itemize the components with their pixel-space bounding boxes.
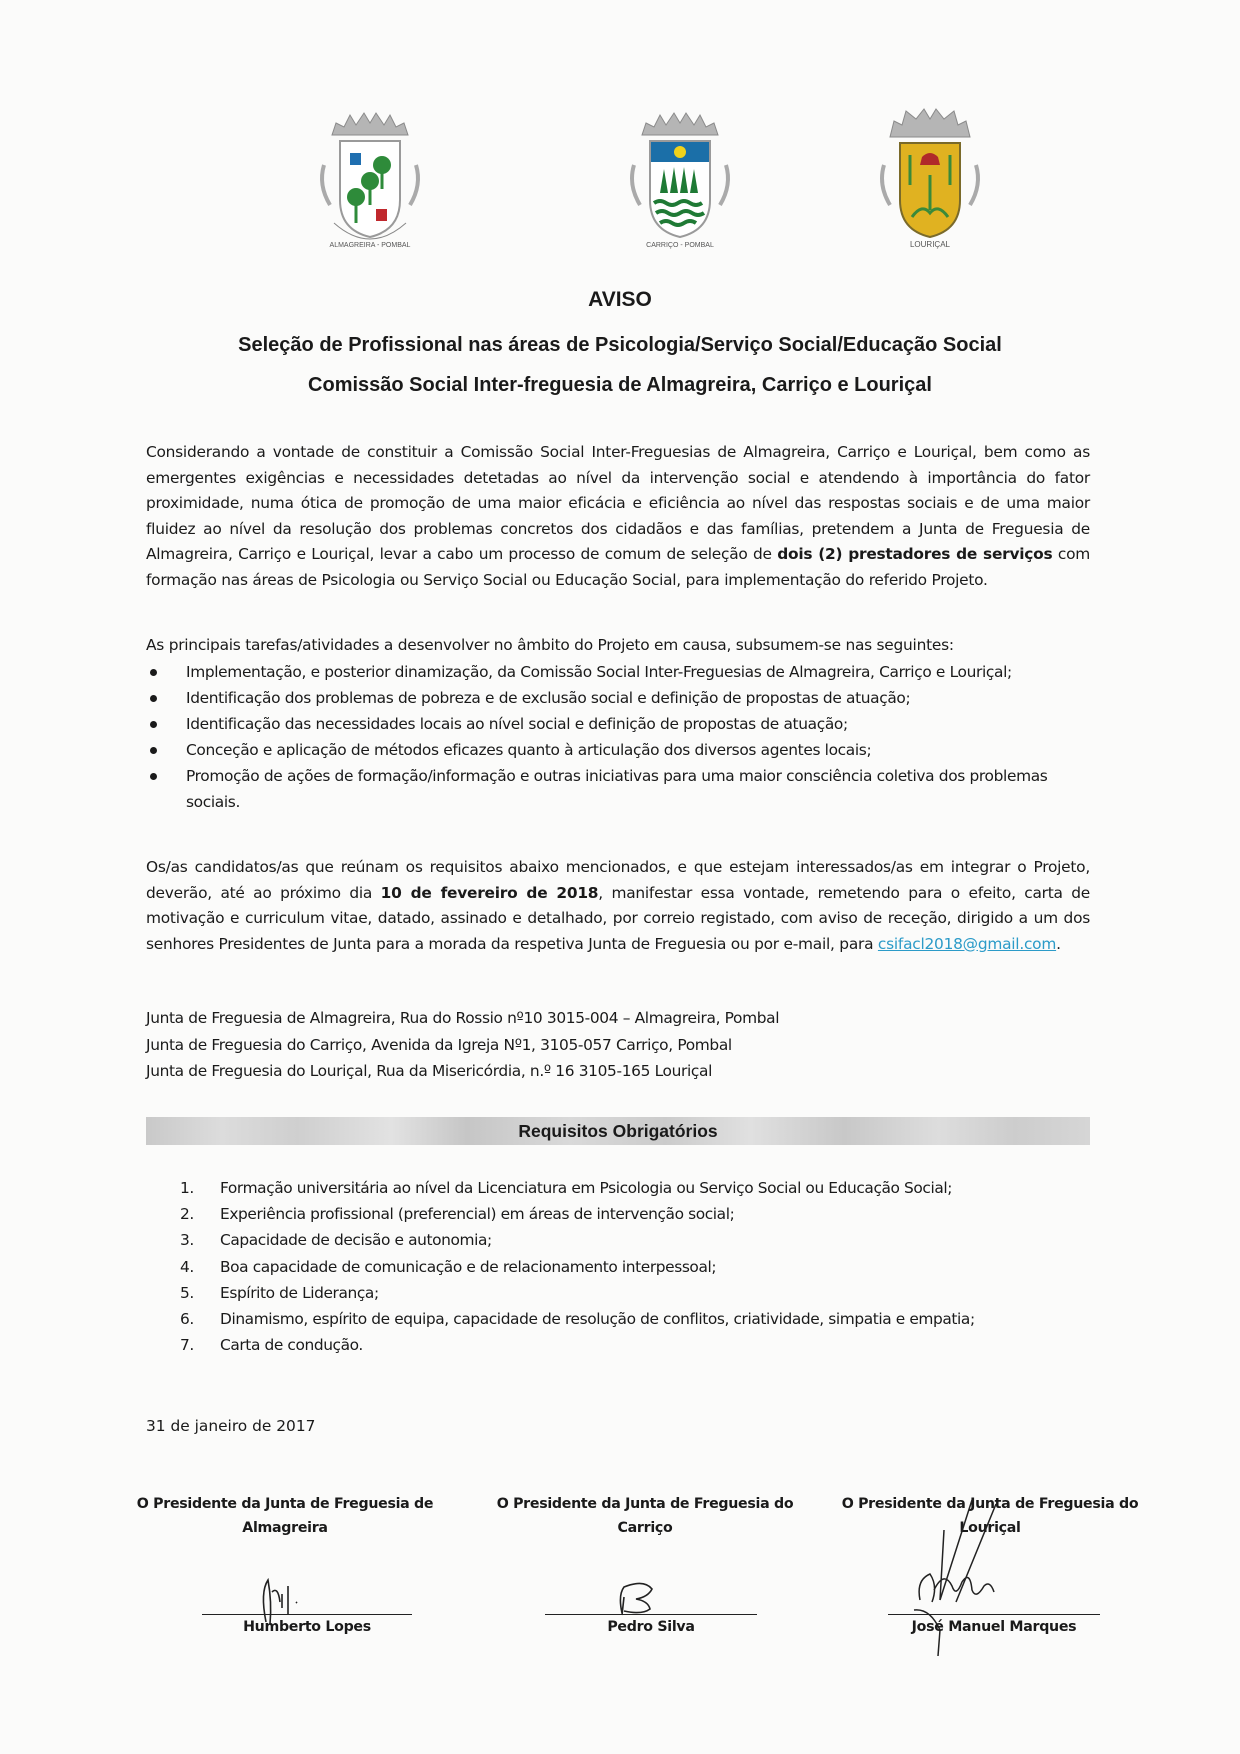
application-text-cont: , manifestar essa vontade, remetendo para o efeito, carta de motivação e curriculum vitae, datado, assinado e detalhado, por correio registado, com aviso de receção, dirigido a um dos senhores Presidentes de Junta para a morada da respetiva Junta de Freguesia ou por e-mail, para (146, 883, 1090, 953)
bullet-icon (150, 669, 157, 676)
signatory-name: José Manuel Marques (911, 1619, 1077, 1635)
bullet-icon (150, 721, 157, 728)
list-item (146, 659, 1090, 685)
item-number: 2. (180, 1205, 194, 1224)
intro-paragraph (146, 440, 1090, 593)
carrico-coat-of-arms (620, 105, 740, 255)
signatory-name: Humberto Lopes (243, 1619, 371, 1635)
list-item (146, 685, 1090, 711)
crests-header (0, 105, 1240, 255)
signature-scribble-pedro (608, 1575, 668, 1619)
signatory-title-line: O Presidente da Junta de Freguesia do (496, 1496, 794, 1512)
svg-text:ALMAGREIRA - POMBAL: ALMAGREIRA - POMBAL (329, 242, 411, 249)
svg-text:LOURIÇAL: LOURIÇAL (909, 240, 951, 249)
notice-subtitle: Seleção de Profissional nas áreas de Psicologia/Serviço Social/Educação Social (238, 334, 1002, 356)
requirements-title: Requisitos Obrigatórios (518, 1121, 718, 1141)
list-item (180, 1306, 975, 1332)
item-number: 6. (180, 1310, 194, 1329)
svg-text:CARRIÇO - POMBAL: CARRIÇO - POMBAL (646, 242, 714, 249)
address-lourical: Junta de Freguesia do Louriçal, Rua da Misericórdia, n.º 16 3105-165 Louriçal (146, 1062, 713, 1080)
requirement-text: Experiência profissional (preferencial) em áreas de intervenção social; (220, 1205, 735, 1224)
task-text: Implementação, e posterior dinamização, da Comissão Social Inter-Freguesias de Almagreira, Carriço e Louriçal; (186, 663, 1012, 681)
item-number: 7. (180, 1336, 194, 1355)
address-almagreira: Junta de Freguesia de Almagreira, Rua do Rossio nº10 3015-004 – Almagreira, Pombal (146, 1009, 780, 1027)
tasks-list (146, 659, 1090, 815)
list-item (146, 711, 1090, 737)
document-date: 31 de janeiro de 2017 (146, 1417, 316, 1435)
application-period: . (1056, 934, 1061, 953)
requirement-text: Boa capacidade de comunicação e de relacionamento interpessoal; (220, 1257, 717, 1276)
requirements-list (180, 1175, 975, 1358)
lourical-coat-of-arms (870, 105, 990, 255)
requirement-text: Espírito de Liderança; (220, 1283, 379, 1302)
item-number: 5. (180, 1283, 194, 1302)
tasks-lead: As principais tarefas/atividades a desenvolver no âmbito do Projeto em causa, subsumem-se nas seguintes: (146, 636, 954, 654)
signatory-title-carrico (485, 1492, 805, 1540)
list-item (180, 1332, 975, 1358)
notice-title: AVISO (588, 288, 652, 311)
task-text: Identificação dos problemas de pobreza e de exclusão social e definição de propostas de atuação; (186, 689, 911, 707)
email-link[interactable]: csifacl2018@gmail.com (877, 934, 1057, 953)
application-paragraph (146, 855, 1090, 957)
address-carrico: Junta de Freguesia do Carriço, Avenida da Igreja Nº1, 3105-057 Carriço, Pombal (146, 1035, 732, 1054)
signatory-parish: Louriçal (959, 1520, 1021, 1536)
list-item (180, 1254, 975, 1280)
intro-text-end: com formação nas áreas de Psicologia ou Serviço Social ou Educação Social, para implementação do referido Projeto. (146, 545, 1091, 589)
requirement-text: Formação universitária ao nível da Licenciatura em Psicologia ou Serviço Social ou Educação Social; (220, 1179, 953, 1197)
list-item (180, 1227, 975, 1253)
signatory-parish: Almagreira (242, 1520, 328, 1536)
list-item (146, 763, 1090, 815)
deadline-date: 10 de fevereiro de 2018 (380, 883, 599, 902)
item-number: 3. (180, 1231, 194, 1250)
signature-line (888, 1614, 1100, 1615)
requirement-text: Capacidade de decisão e autonomia; (220, 1231, 492, 1250)
notice-organization: Comissão Social Inter-freguesia de Almagreira, Carriço e Louriçal (308, 374, 932, 396)
task-text: Promoção de ações de formação/informação e outras iniciativas para uma maior consciência coletiva dos problemas sociais. (186, 767, 1048, 811)
task-text: Conceção e aplicação de métodos eficazes quanto à articulação dos diversos agentes locais; (186, 741, 872, 759)
intro-emphasis: dois (2) prestadores de serviços (777, 545, 1053, 563)
almagreira-coat-of-arms (310, 105, 430, 255)
signatory-title-almagreira (125, 1492, 445, 1540)
bullet-icon (150, 773, 157, 780)
bullet-icon (150, 695, 157, 702)
bullet-icon (150, 747, 157, 754)
list-item (180, 1201, 975, 1227)
list-item (180, 1175, 975, 1201)
addresses (146, 1005, 779, 1085)
item-number: 1. (180, 1179, 194, 1197)
requirement-text: Dinamismo, espírito de equipa, capacidade de resolução de conflitos, criatividade, simpatia e empatia; (220, 1310, 975, 1329)
signatory-title-line: O Presidente da Junta de Freguesia de (136, 1496, 434, 1512)
signature-line (202, 1614, 412, 1615)
signatory-parish: Carriço (617, 1520, 673, 1536)
requirements-header (146, 1117, 1090, 1145)
signatory-name: Pedro Silva (607, 1619, 695, 1635)
item-number: 4. (180, 1257, 194, 1276)
list-item (180, 1280, 975, 1306)
intro-text: Considerando a vontade de constituir a Comissão Social Inter-Freguesias de Almagreira, Carriço e Louriçal, bem como as emergentes exigências e necessidades detetadas ao nível da intervenção social e atendendo à importância do fator proximidade, numa ótica de promoção de uma maior eficácia e eficiência ao nível das respostas sociais e de uma maior fluidez ao nível da resolução dos problemas concretos dos cidadãos e das famílias, pretendem a Junta de Freguesia de Almagreira, Carriço e Louriçal, levar a cabo um processo de comum de seleção de (146, 443, 1090, 563)
task-text: Identificação das necessidades locais ao nível social e definição de propostas de atuação; (186, 715, 848, 733)
requirement-text: Carta de condução. (220, 1336, 363, 1355)
signatory-title-line: O Presidente da Junta de Freguesia do (841, 1496, 1139, 1512)
application-text: Os/as candidatos/as que reúnam os requisitos abaixo mencionados, e que estejam interessados/as em integrar o Projeto, deverão, até ao próximo dia (146, 858, 1090, 902)
signature-line (545, 1614, 757, 1615)
list-item (146, 737, 1090, 763)
